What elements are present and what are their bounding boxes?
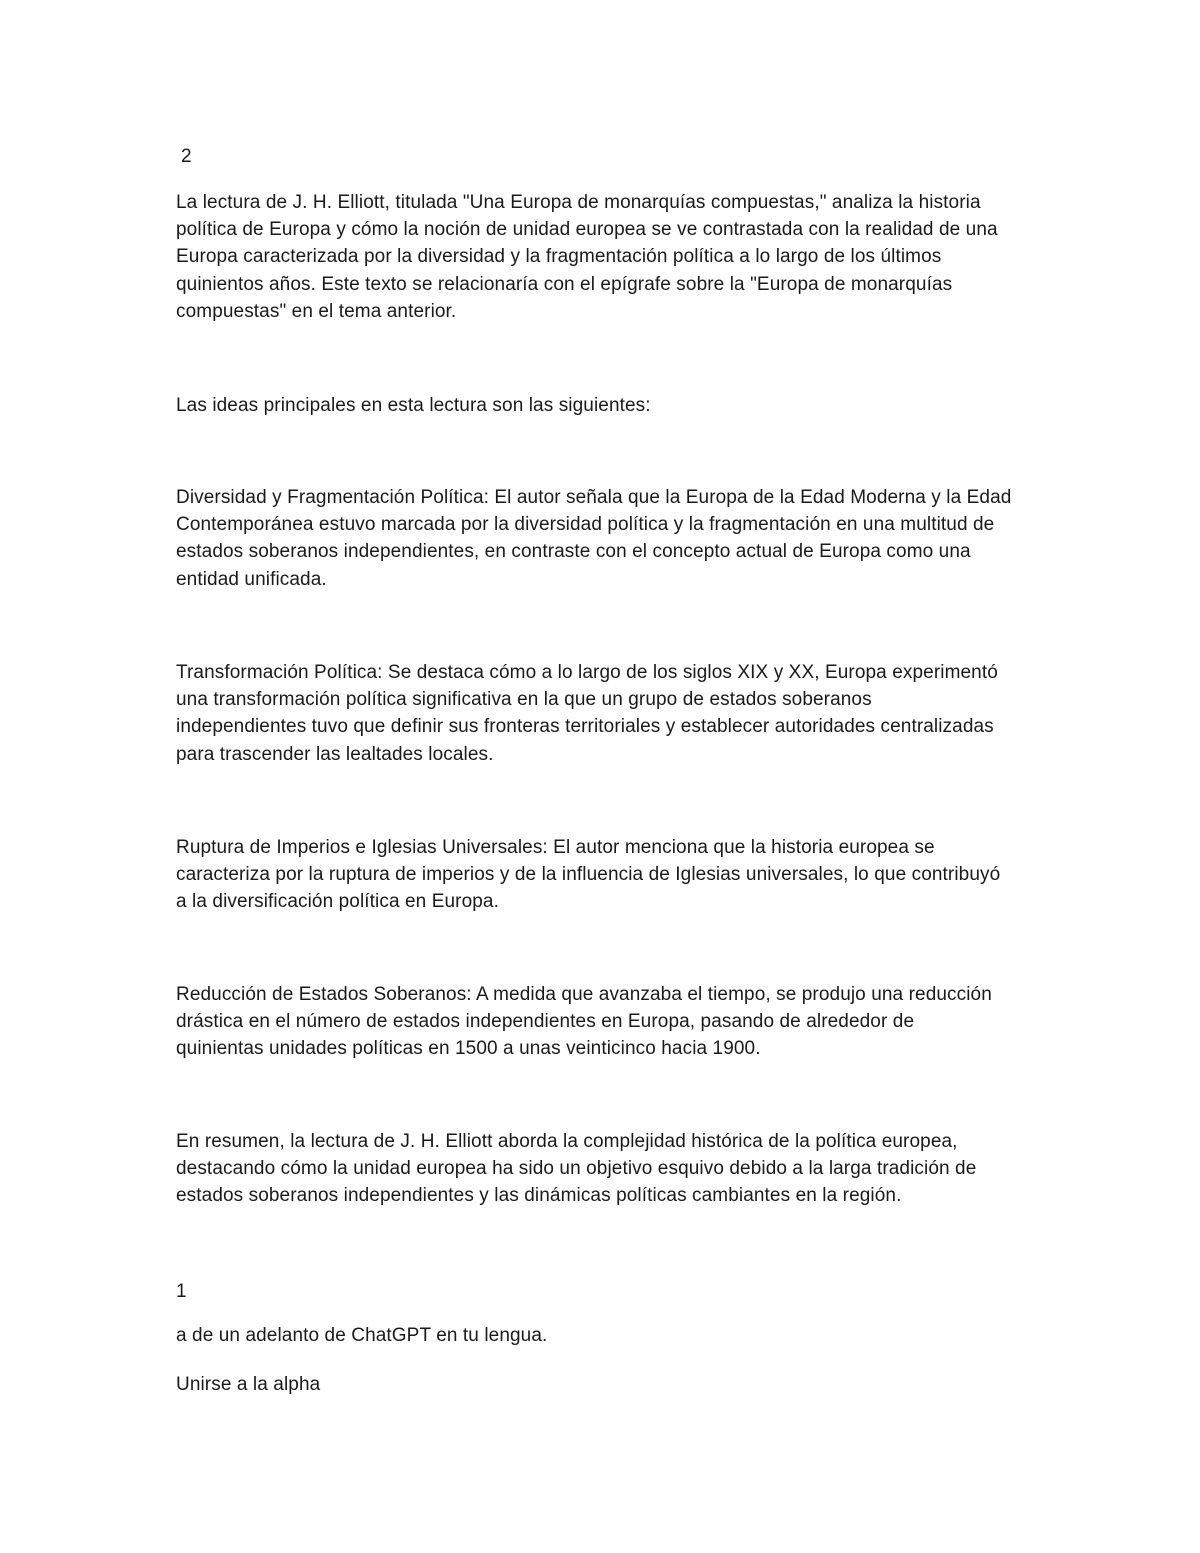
idea-paragraph-ruptura: Ruptura de Imperios e Iglesias Universales: El autor menciona que la historia europea se caracteriza por la ruptura de imperios y de la influencia de Iglesias universales, lo que contribuyó a la diversificación política en Europa. xyxy=(176,837,1001,913)
idea-paragraph-reduccion: Reducción de Estados Soberanos: A medida que avanzaba el tiempo, se produjo una reducción drástica en el número de estados independientes en Europa, pasando de alrededor de quinientas unidades políticas en 1500 a unas veinticinco hacia 1900. xyxy=(176,984,992,1060)
page-number-top: 2 xyxy=(181,146,192,167)
summary-paragraph: En resumen, la lectura de J. H. Elliott aborda la complejidad histórica de la política europea, destacando cómo la unidad europea ha sido un objetivo esquivo debido a la larga tradición de estados soberanos independientes y las dinámicas políticas cambiantes en la región. xyxy=(176,1131,977,1207)
intro-paragraph: La lectura de J. H. Elliott, titulada "Una Europa de monarquías compuestas," analiza la historia política de Europa y cómo la noción de unidad europea se ve contrastada con la realidad de una Europa caracterizada por la diversidad y la fragmentación política a lo largo de los últimos quinientos años. Este texto se relacionaría con el epígrafe sobre la "Europa de monarquías compuestas" en el tema anterior. xyxy=(176,192,998,322)
footer-line-alpha: Unirse a la alpha xyxy=(176,1374,321,1395)
page-number-bottom: 1 xyxy=(176,1281,187,1302)
ideas-heading: Las ideas principales en esta lectura son las siguientes: xyxy=(176,395,651,416)
idea-paragraph-transformacion: Transformación Política: Se destaca cómo a lo largo de los siglos XIX y XX, Europa experimentó una transformación política significativa en la que un grupo de estados soberanos independientes tuvo que definir sus fronteras territoriales y establecer autoridades centralizadas para trascender las lealtades locales. xyxy=(176,662,998,765)
footer-line-chatgpt: a de un adelanto de ChatGPT en tu lengua. xyxy=(176,1325,548,1346)
idea-paragraph-diversidad: Diversidad y Fragmentación Política: El autor señala que la Europa de la Edad Moderna y la Edad Contemporánea estuvo marcada por la diversidad política y la fragmentación en una multitud de estados soberanos independientes, en contraste con el concepto actual de Europa como una entidad unificada. xyxy=(176,487,1012,590)
